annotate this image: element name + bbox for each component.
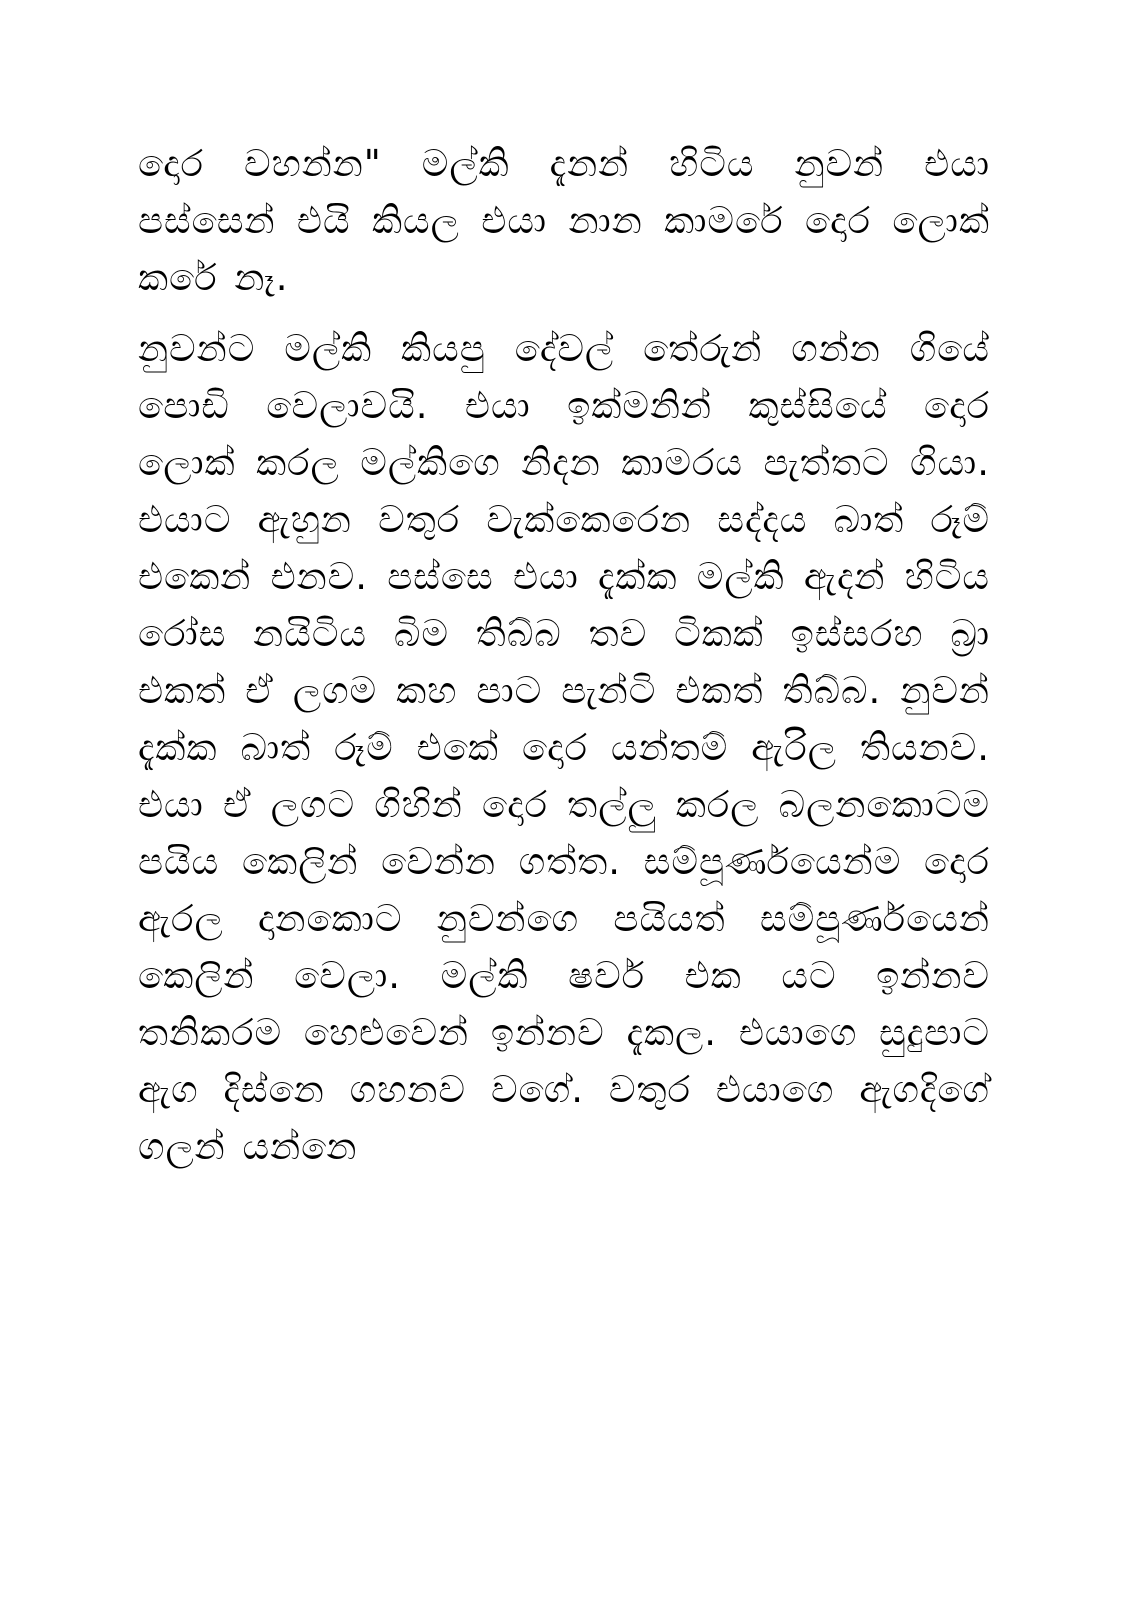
- paragraph-1: දොර වහන්න" මල්කි දැනන් හිටිය නුවන් එයා පස්සෙන් එයි කියල එයා නාන කාමරේ දොර ලොක් කරේ නෑ.: [138, 142, 990, 299]
- document-page: [138, 135, 990, 1175]
- paragraph-2: නුවන්ට මල්කි කියපු දේවල් තේරුන් ගන්න ගියේ පොඩි වෙලාවයි. එයා ඉක්මනින් කුස්සියේ දොර ලොක් කරල මල්කිගෙ නිදන කාමරය පැත්තට ගියා. එයාට ඇහුන වතුර වැක්කෙරෙන සද්දය බාත් රූම් එකෙන් එනව. පස්සෙ එයා දැක්ක මල්කි ඇදන් හිටිය රෝස නයිටිය බිම තිබ්බ තව ටිකක් ඉස්සරහ බ්‍රා එකත් ඒ ලගම කහ පාට පැන්ටි එකත් තිබ්බ. නුවන් දැක්ක බාත් රූම් එකේ දොර යන්තම් ඇරිල තියනව. එයා ඒ ලගට ගිහින් දොර තල්ලු කරල බලනකොටම පයිය කෙලින් වෙන්න ගත්ත. සම්පූර්ණයෙන්ම දොර ඇරල දානකොට නුවන්ගෙ පයියත් සම්පූර්ණයෙන් කෙලින් වෙලා. මල්කි ෂවර් එක යට ඉන්නව තනිකරම හෙළුවෙන් ඉන්නව දැකල. එයාගෙ සුදුපාට ඇග දිස්නෙ ගහනව වගේ. වතුර එයාගෙ ඇගදිගේ ගලන් යන්නෙ: [138, 327, 990, 1168]
